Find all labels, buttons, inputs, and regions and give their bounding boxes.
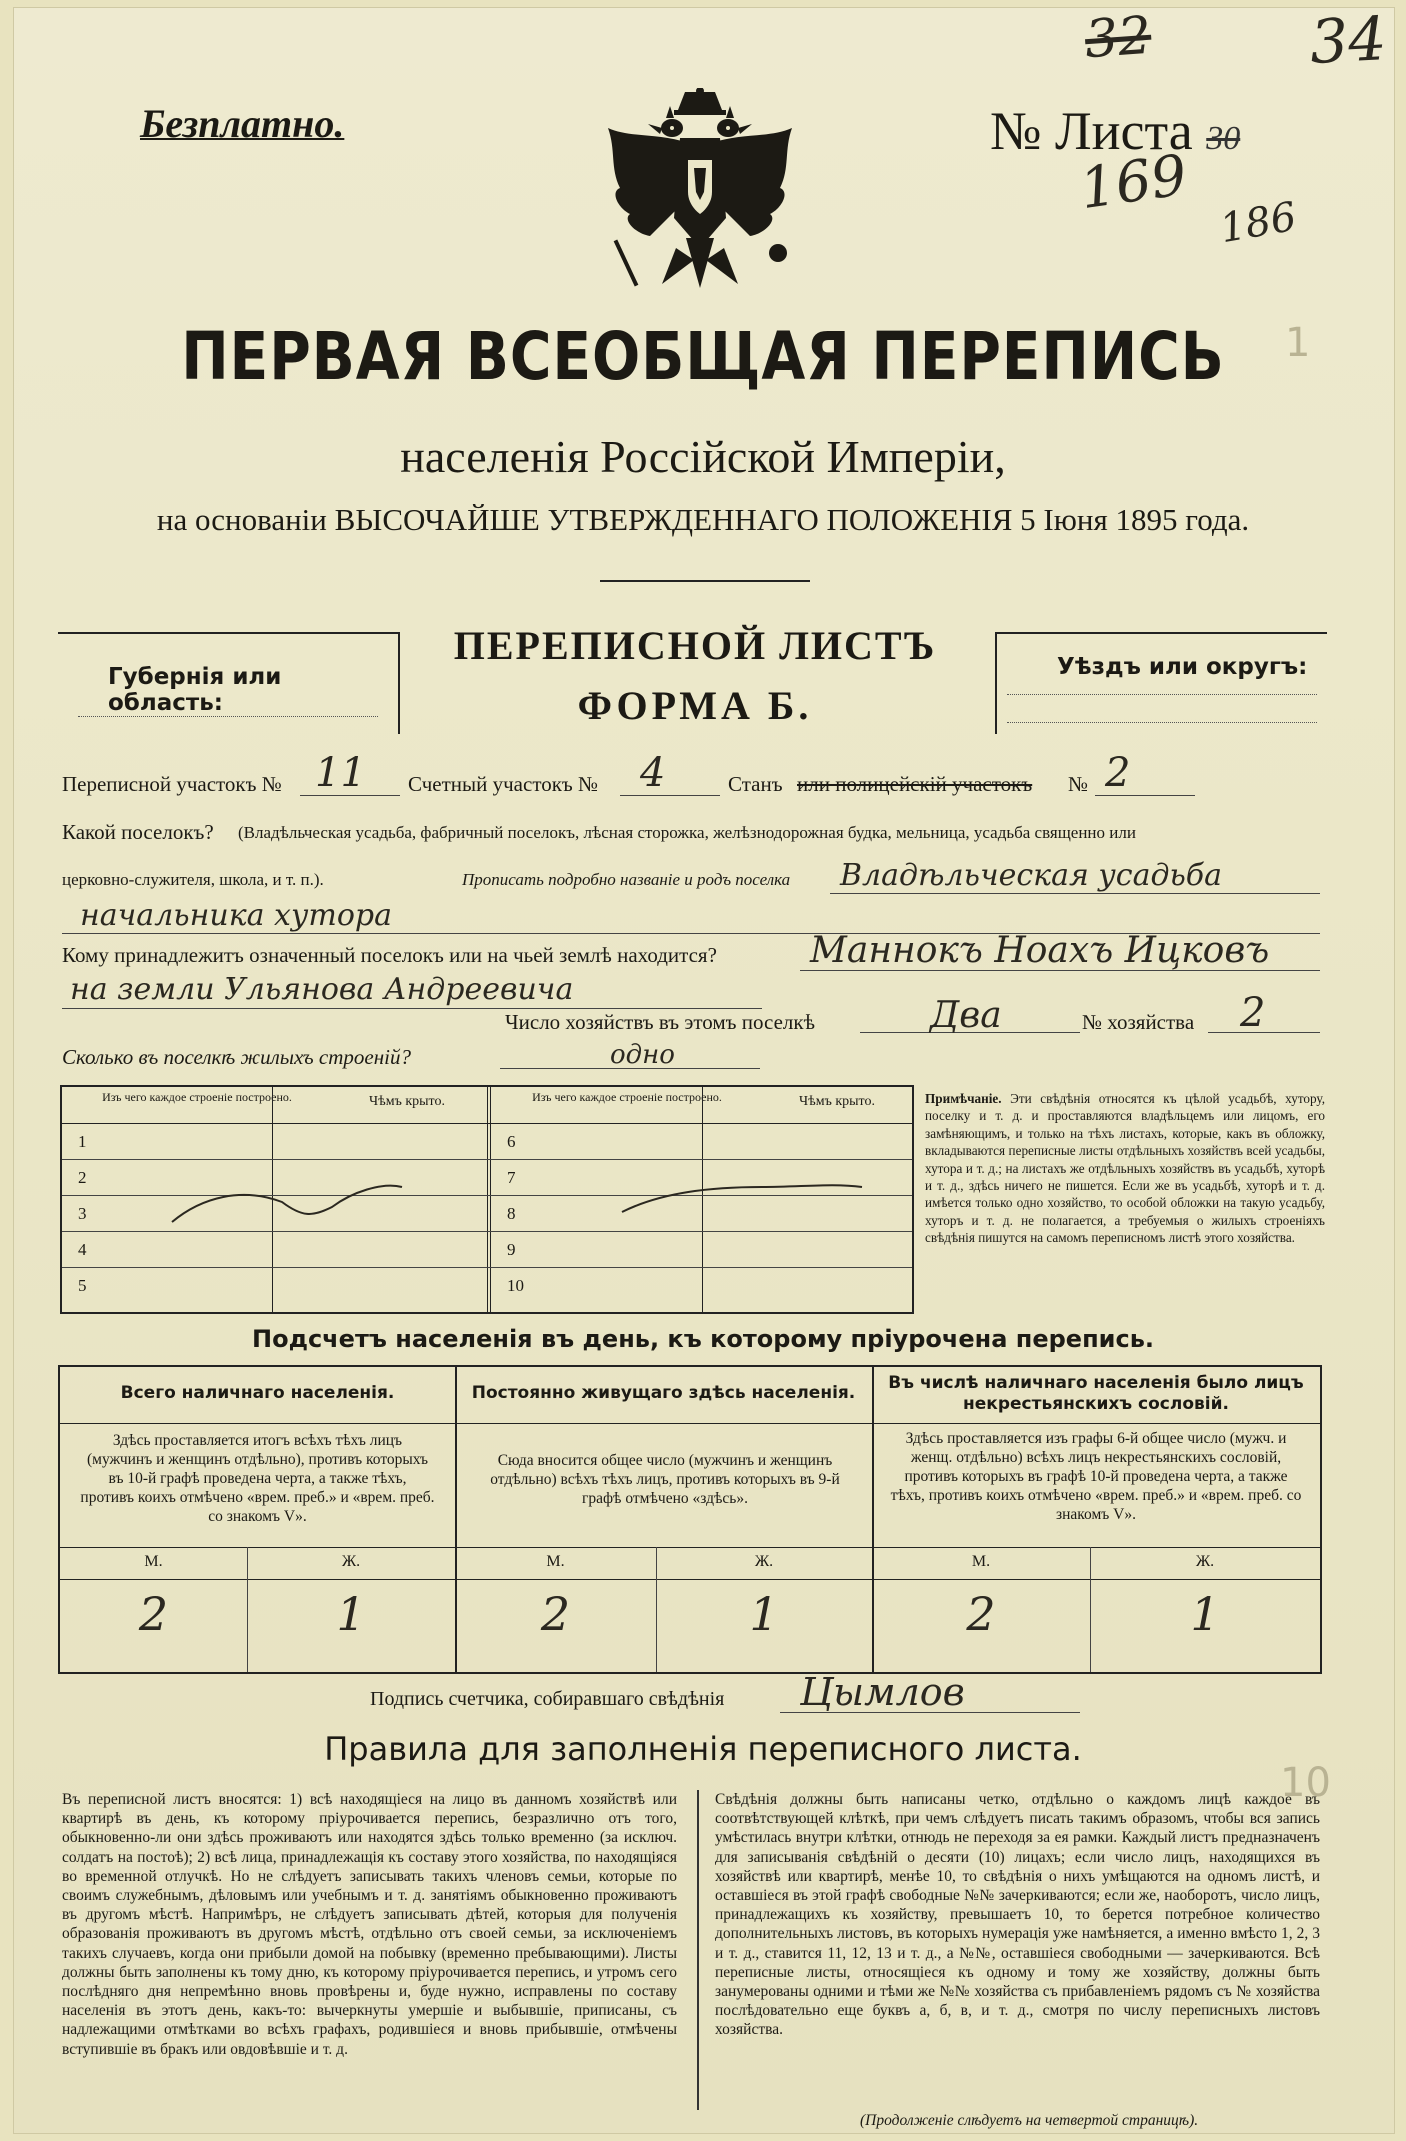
row-number: 9 — [507, 1240, 516, 1259]
corner-number-pencil: 186 — [1216, 193, 1300, 253]
rules-right-column: Свѣдѣнія должны быть написаны четко, отдѣльно о каждомъ лицѣ каждое въ соотвѣтствующей клѣткѣ, при чемъ слѣдуетъ писать такимъ образомъ, чтобы вся запись умѣстилась внутри клѣтки, отнюдь не переходя за ея рамки. Каждый листъ предназначенъ для записыванія свѣдѣній о десяти (10) лицахъ; если число лицъ, находящихся въ хозяйствѣ или квартирѣ, менѣе 10, то свѣдѣнія о нихъ умѣщаются на одномъ листѣ, и оставшіеся въ этой графѣ свободные №№ зачеркиваются; если же, наоборотъ, число лицъ, принадлежащихъ къ хозяйству, превышаетъ 10, то берется потребное количество дополнительныхъ листовъ, въ которыхъ нумерація уже намѣняется, а именно вмѣсто 1, 2, 3 и т. д., ставится 11, 12, 13 и т. д., а №№, оставшіеся свободными — зачеркиваются. Всѣ переписные листы, относящіеся къ одному и тому же хозяйству, должны быть занумерованы одними и тѣми же №№ хозяйства съ прибавленіемъ рядомъ съ № хозяйства послѣдовательно еще буквъ а, б, в, и т. д., смотря по числу переписныхъ листовъ хозяйства. — [715, 1791, 1320, 2039]
buildings-table — [60, 1085, 914, 1314]
rules-left-column: Въ переписной листъ вносятся: 1) всѣ находящіеся на лицо въ данномъ хозяйствѣ или квартирѣ въ день, къ которому пріурочивается перепись, безразлично отъ того, обыкновенно-ли они здѣсь проживаютъ или находятся здѣсь только временно (за исключ. солдатъ на постоѣ); 2) всѣ лица, принадлежащія къ составу этого хозяйства, по находящіяся во временной отлучкѣ. Но не слѣдуетъ записывать такихъ членовъ семьи, которые по своимъ служебнымъ, дѣловымъ или учебнымъ и т. д. занятіямъ обыкновенно проживаютъ въ другомъ мѣстѣ. Напримѣръ, не слѣдуетъ записывать дѣтей, которыя для полученія образованія проживаютъ въ другомъ мѣстѣ, отдѣльно отъ своей семьи, за исключеніемъ такихъ случаевъ, когда они прибыли домой на побывку (временно пребывающими). Листы должны быть заполнены къ тому дню, къ которому пріурочивается перепись, и утромъ сего послѣдняго дня непремѣнно вновь провѣрены и, буде нужно, исправлены по составу населенія въ этотъ день, какъ-то: вычеркнуты умершіе и выбывшіе, приписаны, съ надлежащими отмѣтками во всѣхъ графахъ, родившіеся и вновь прибывшіе, отмѣчены вступившіе въ бракъ или овдовѣвшіе и т. д. — [62, 1791, 677, 2058]
note-lead: Примѣчаніе. — [925, 1091, 1002, 1106]
row-number: 7 — [507, 1168, 516, 1187]
signature-value[interactable]: Цымлов — [800, 1670, 965, 1714]
stan-value[interactable]: 2 — [1105, 750, 1131, 796]
households-label: Число хозяйствъ въ этомъ поселкѣ — [505, 1010, 815, 1034]
buildings-question: Сколько въ поселкѣ жилыхъ строеній? — [62, 1045, 411, 1069]
ghost-digit: 1 — [1285, 320, 1311, 366]
col1-description: Здѣсь проставляется итогъ всѣхъ тѣхъ лицъ (мужчинъ и женщинъ отдѣльно), противъ которыхъ въ 10-й графѣ проведена черта, а также тѣхъ, противъ коихъ отмѣчено «врем. преб.» и «врем. преб. со знакомъ V». — [80, 1432, 435, 1525]
population-count-title: Подсчетъ населенія въ день, къ которому пріурочена перепись. — [252, 1325, 1154, 1353]
document-subtitle: населенія Россійской Имперіи, — [400, 431, 1006, 482]
guberniya-box — [58, 632, 400, 734]
uezd-label: Уѣздъ или округъ: — [1057, 654, 1308, 680]
permanent-female-value[interactable]: 1 — [749, 1587, 779, 1641]
rules-title: Правила для заполненія переписного листа. — [324, 1730, 1082, 1768]
note-text: Эти свѣдѣнія относятся къ цѣлой усадьбѣ, хутору, поселку и т. д. и проставляются владѣльцемъ или лицомъ, его замѣняющимъ, и только на тѣхъ листахъ, которые, какъ въ обложку, вкладываются переписные листы отдѣльныхъ хозяйствъ всей усадьбы, хутора и т. д.; на листахъ же отдѣльныхъ хозяйствъ въ усадьбѣ, хуторѣ и т. д., здѣсь ничего не пишется. Если же въ усадьбѣ, хуторѣ и т. д. имѣется только одно хозяйство, то особой обложки на такую усадьбу, хуторъ и т. д. не полагается, а требуемыя о жилыхъ строеніяхъ свѣдѣнія пишутся на самомъ переписномъ листѣ этого хозяйства. — [925, 1091, 1326, 1246]
divider — [600, 580, 810, 582]
census-district-label: Переписной участокъ № — [62, 772, 282, 796]
ditto-marks — [62, 1087, 912, 1312]
settlement-question: Какой поселокъ? — [62, 820, 214, 844]
households-value[interactable]: Два — [930, 995, 1002, 1036]
male-label: М. — [144, 1553, 163, 1570]
form-name: ФОРМА Б. — [577, 683, 813, 728]
settlement-hint-2: церковно-служителя, школа, и т. п.). — [62, 870, 324, 889]
col-material-header-right: Изъ чего каждое строеніе построено. — [532, 1090, 722, 1104]
col-roof-header: Чѣмъ крыто. — [369, 1094, 445, 1109]
owner-value-2[interactable]: на земли Ульянова Андреевича — [70, 972, 574, 1007]
row-number: 6 — [507, 1132, 516, 1151]
non-peasant-female-value[interactable]: 1 — [1190, 1587, 1220, 1641]
corner-number-struck: 32 — [1082, 5, 1154, 71]
signature-label: Подпись счетчика, собиравшаго свѣдѣнія — [370, 1688, 725, 1710]
row-number: 5 — [78, 1276, 87, 1295]
counting-district-value[interactable]: 4 — [640, 750, 666, 796]
row-number: 8 — [507, 1204, 516, 1223]
double-headed-eagle-emblem — [600, 88, 800, 303]
col1-header: Всего наличнаго населенія. — [120, 1383, 395, 1403]
present-female-value[interactable]: 1 — [336, 1587, 366, 1641]
uezd-box — [995, 632, 1327, 734]
present-male-value[interactable]: 2 — [138, 1587, 169, 1641]
form-title: ПЕРЕПИСНОЙ ЛИСТЪ — [453, 623, 937, 668]
census-district-value[interactable]: 11 — [315, 750, 366, 796]
ghost-digit: 10 — [1280, 1760, 1331, 1806]
row-number: 1 — [78, 1132, 87, 1151]
buildings-value[interactable]: одно — [610, 1040, 675, 1070]
counting-district-label: Счетный участокъ № — [408, 772, 599, 796]
population-table — [58, 1365, 1322, 1674]
settlement-value-2[interactable]: начальника хутора — [80, 898, 392, 933]
male-label: М. — [971, 1553, 991, 1570]
female-label: Ж. — [754, 1553, 774, 1570]
household-number-label: № хозяйства — [1082, 1010, 1195, 1034]
settlement-value-1[interactable]: Владѣльческая усадьба — [840, 858, 1223, 893]
stan-struck-text: или полицейскій участокъ — [797, 772, 1033, 796]
sheet-number-struck: 30 — [1206, 120, 1241, 157]
row-number: 10 — [507, 1276, 524, 1295]
col-material-header: Изъ чего каждое строеніе построено. — [102, 1090, 292, 1104]
sheet-number-label: № Листа — [990, 101, 1193, 161]
settlement-hint: (Владѣльческая усадьба, фабричный поселокъ, лѣсная сторожка, желѣзнодорожная будка, мельница, усадьба священно или — [238, 823, 1136, 842]
male-label: М. — [546, 1553, 565, 1570]
col3-description: Здѣсь проставляется изъ графы 6-й общее число (мужч. и женщ. отдѣльно) всѣхъ лицъ некрестьянскихъ сословій, противъ которыхъ въ графѣ 10-й проведена черта, а также тѣхъ, противъ коихъ отмѣчено «врем. преб.» и «врем. преб. со знакомъ V». — [890, 1430, 1302, 1523]
permanent-male-value[interactable]: 2 — [540, 1587, 571, 1641]
free-label: Безплатно. — [140, 101, 345, 146]
col3-header: Въ числѣ наличнаго населенія было лицъ некрестьянскихъ сословій. — [888, 1373, 1304, 1414]
female-label: Ж. — [341, 1553, 361, 1570]
corner-number: 34 — [1308, 4, 1389, 78]
rules-divider — [697, 1790, 699, 2110]
col-roof-header-right: Чѣмъ крыто. — [799, 1094, 875, 1109]
note-block — [925, 1090, 1325, 1247]
col2-header: Постоянно живущаго здѣсь населенія. — [471, 1383, 856, 1403]
row-number: 2 — [78, 1168, 87, 1187]
guberniya-label: Губернія или область: — [108, 664, 282, 716]
female-label: Ж. — [1195, 1553, 1215, 1570]
col2-description: Сюда вносится общее число (мужчинъ и женщинъ отдѣльно) всѣхъ тѣхъ лицъ, противъ которыхъ въ 9-й графѣ отмѣчено «здѣсь». — [490, 1452, 840, 1507]
non-peasant-male-value[interactable]: 2 — [966, 1587, 996, 1641]
owner-question: Кому принадлежитъ означенный поселокъ или на чьей землѣ находится? — [62, 943, 717, 967]
stan-label: Станъ — [728, 772, 783, 796]
household-number-value[interactable]: 2 — [1240, 990, 1266, 1036]
settlement-instruction: Прописать подробно названіе и родъ поселка — [462, 870, 791, 889]
row-number: 3 — [78, 1204, 87, 1223]
rules-continued: (Продолженіе слѣдуетъ на четвертой страницѣ). — [860, 2112, 1199, 2129]
document-title: ПЕРВАЯ ВСЕОБЩАЯ ПЕРЕПИСЬ — [181, 318, 1225, 395]
row-number: 4 — [78, 1240, 87, 1259]
owner-value-1[interactable]: Маннокъ Ноахъ Ицковъ — [810, 930, 1270, 971]
sheet-number-handwritten: 169 — [1075, 142, 1191, 223]
stan-number-sign: № — [1068, 772, 1089, 796]
legal-basis: на основаніи ВЫСОЧАЙШЕ УТВЕРЖДЕННАГО ПОЛОЖЕНІЯ 5 Іюня 1895 года. — [156, 502, 1250, 537]
